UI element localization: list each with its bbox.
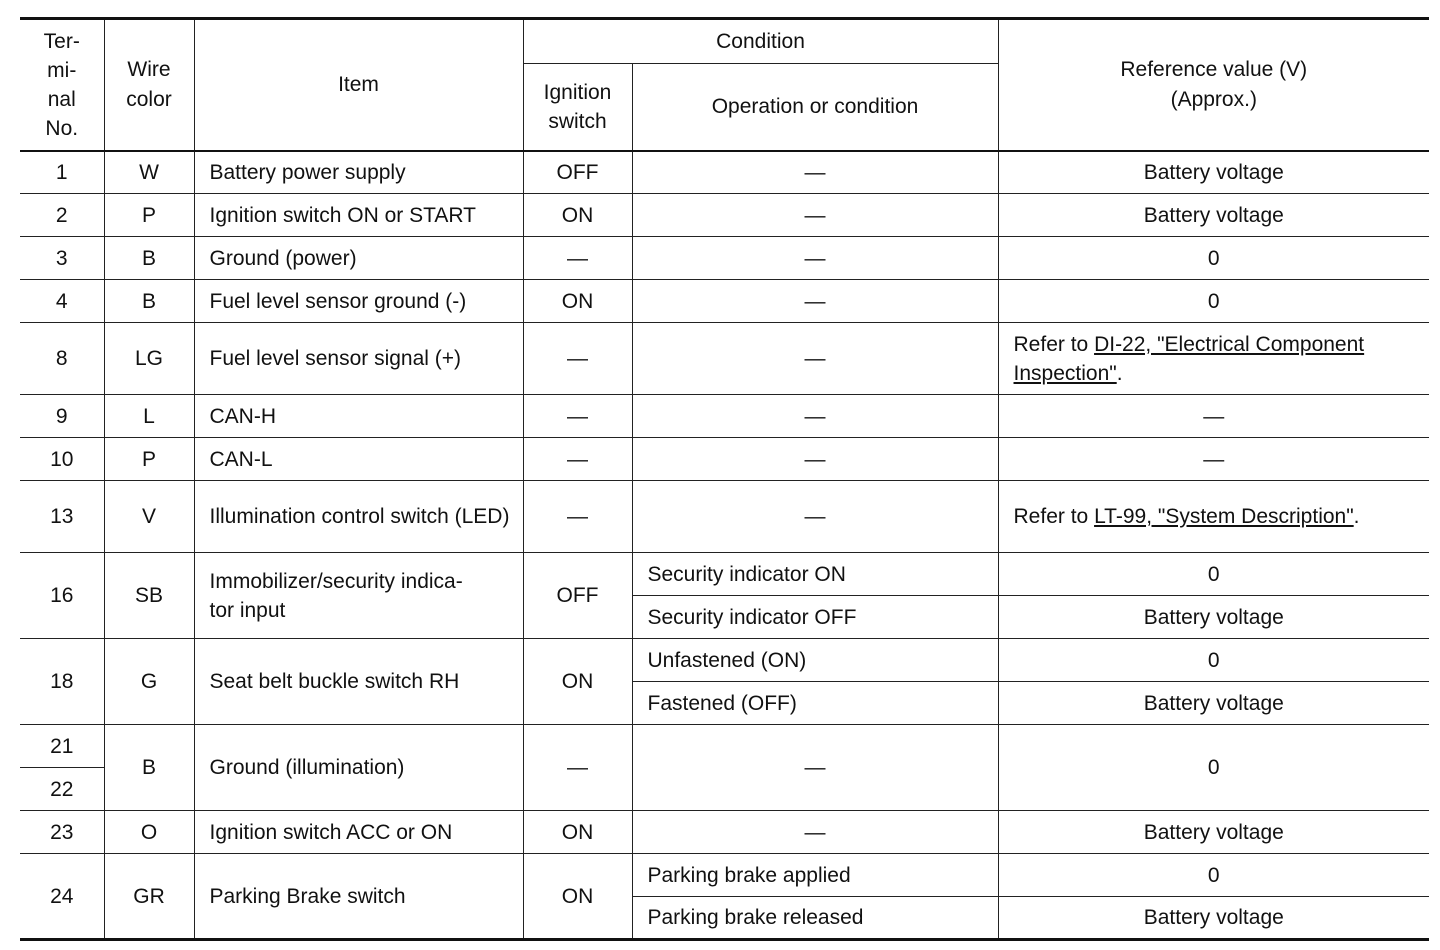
cell-operation — [632, 682, 998, 725]
cell-item-text: Immobilizer/security indica- tor input — [209, 569, 463, 622]
reference-text: 0 — [1207, 756, 1220, 779]
cell-ignition-switch — [523, 194, 632, 237]
header-condition: Condition — [523, 19, 998, 64]
cell-operation-text: Security indicator ON — [647, 562, 846, 586]
cell-operation-text: — — [804, 246, 826, 270]
reference-text: 0 — [1207, 289, 1220, 313]
cell-item-text: Seat belt buckle switch RH — [209, 670, 460, 693]
cell-terminal — [20, 854, 104, 940]
cell-ignition-switch — [523, 553, 632, 639]
table-row — [20, 553, 1429, 596]
cell-wire-color — [104, 237, 194, 280]
cell-wire-color — [104, 481, 194, 553]
table-row — [20, 811, 1429, 854]
cell-item-text: Fuel level sensor ground (-) — [209, 289, 467, 313]
cell-item-text: Fuel level sensor signal (+) — [209, 347, 462, 370]
cell-reference-value — [998, 811, 1429, 854]
cell-ignition-switch — [523, 725, 632, 811]
cell-ignition-switch — [523, 639, 632, 725]
cell-operation — [632, 151, 998, 194]
cell-ignition-switch — [523, 151, 632, 194]
cell-reference-value — [998, 553, 1429, 596]
cell-wire-color — [104, 639, 194, 725]
table-row — [20, 438, 1429, 481]
reference-suffix: . — [1353, 505, 1360, 528]
cell-ignition-switch — [523, 438, 632, 481]
cell-item — [194, 395, 523, 438]
cell-reference-value — [998, 725, 1429, 811]
cell-operation-text: — — [804, 160, 826, 184]
cell-item — [194, 194, 523, 237]
cell-operation — [632, 438, 998, 481]
cell-reference-value-text: Battery voltage — [1143, 906, 1284, 929]
cell-wire-color-text: B — [141, 289, 156, 313]
cell-operation-text: Parking brake released — [647, 906, 864, 929]
reference-text: Battery voltage — [1143, 820, 1284, 844]
cell-wire-color — [104, 438, 194, 481]
cell-ignition-switch — [523, 481, 632, 553]
reference-text: — — [1203, 447, 1225, 471]
cell-ignition-switch-text: ON — [561, 670, 594, 693]
cell-item-text: CAN-H — [209, 404, 276, 428]
cell-terminal-text: 4 — [55, 289, 68, 313]
cell-operation — [632, 596, 998, 639]
cell-terminal-text: 16 — [50, 584, 74, 607]
cell-reference-value-text: 0 — [1207, 562, 1220, 586]
cell-wire-color — [104, 323, 194, 395]
cell-ignition-switch — [523, 854, 632, 940]
cell-operation-text: Unfastened (ON) — [647, 648, 807, 672]
cell-item-text: Illumination control switch (LED) — [209, 505, 510, 528]
cell-wire-color — [104, 280, 194, 323]
cell-ignition-switch-text: OFF — [556, 584, 599, 607]
cell-operation-text: — — [804, 347, 826, 370]
cell-reference-value — [998, 682, 1429, 725]
cell-wire-color-text: B — [141, 246, 156, 270]
cell-reference-value-text: Battery voltage — [1143, 605, 1284, 629]
reference-link[interactable]: DI-22, "Electrical Component Inspection" — [1013, 332, 1365, 385]
table-row — [20, 280, 1429, 323]
cell-terminal — [20, 194, 104, 237]
reference-text: Battery voltage — [1143, 160, 1284, 184]
cell-item — [194, 280, 523, 323]
table-row — [20, 639, 1429, 682]
cell-reference-value — [998, 897, 1429, 940]
cell-terminal — [20, 553, 104, 639]
cell-wire-color-text: B — [141, 756, 156, 779]
cell-wire-color — [104, 151, 194, 194]
reference-prefix: Refer to — [1013, 505, 1095, 528]
cell-operation-text: — — [804, 289, 826, 313]
table-row — [20, 194, 1429, 237]
cell-ignition-switch — [523, 811, 632, 854]
cell-item — [194, 237, 523, 280]
cell-ignition-switch-text: ON — [561, 820, 594, 844]
table-row — [20, 481, 1429, 553]
cell-reference-value — [998, 323, 1429, 395]
cell-terminal-text: 18 — [50, 670, 74, 693]
cell-ignition-switch — [523, 280, 632, 323]
cell-item — [194, 553, 523, 639]
cell-item-text: Ignition switch ACC or ON — [209, 820, 453, 844]
cell-operation — [632, 639, 998, 682]
cell-reference-value — [998, 237, 1429, 280]
cell-terminal-text: 23 — [50, 820, 74, 844]
cell-operation — [632, 553, 998, 596]
cell-ignition-switch-text: — — [567, 756, 588, 779]
cell-reference-value — [998, 854, 1429, 897]
header-operation-condition: Operation or condition — [632, 64, 998, 151]
cell-terminal-text: 8 — [55, 347, 68, 370]
table-row — [20, 854, 1429, 897]
table-row — [20, 151, 1429, 194]
header-ignition-switch: Ignition switch — [523, 64, 632, 151]
cell-terminal — [20, 280, 104, 323]
cell-operation-text: — — [804, 820, 826, 844]
cell-wire-color-text: LG — [134, 347, 163, 370]
cell-item — [194, 725, 523, 811]
cell-wire-color-text: G — [140, 670, 158, 693]
header-reference-value: Reference value (V) (Approx.) — [998, 19, 1429, 151]
cell-operation-text: — — [804, 404, 826, 428]
cell-terminal-text: 3 — [55, 246, 68, 270]
cell-reference-value-text: Battery voltage — [1143, 691, 1284, 715]
cell-terminal — [20, 438, 104, 481]
cell-ignition-switch — [523, 237, 632, 280]
cell-operation — [632, 237, 998, 280]
cell-ignition-switch — [523, 395, 632, 438]
cell-ignition-switch-text: — — [567, 404, 588, 428]
cell-reference-value — [998, 280, 1429, 323]
cell-wire-color-text: SB — [134, 584, 163, 607]
cell-ignition-switch-text: — — [567, 347, 588, 370]
table-row — [20, 323, 1429, 395]
cell-terminal — [20, 323, 104, 395]
cell-ignition-switch-text: ON — [561, 203, 594, 227]
cell-terminal — [20, 395, 104, 438]
cell-operation-text: — — [804, 756, 826, 779]
cell-terminal-text: 9 — [55, 404, 68, 428]
cell-operation-text: — — [804, 447, 826, 471]
cell-operation — [632, 725, 998, 811]
cell-terminal — [20, 811, 104, 854]
reference-prefix: Refer to — [1013, 332, 1095, 356]
reference-suffix: . — [1116, 361, 1123, 385]
cell-ignition-switch-text: — — [567, 505, 588, 528]
terminal-table-sheet — [20, 17, 1429, 941]
cell-ignition-switch-text: — — [567, 447, 588, 471]
cell-wire-color — [104, 725, 194, 811]
cell-operation — [632, 280, 998, 323]
cell-operation — [632, 897, 998, 940]
cell-reference-value — [998, 438, 1429, 481]
cell-wire-color — [104, 854, 194, 940]
cell-terminal-text: 10 — [50, 447, 74, 471]
cell-terminal — [20, 151, 104, 194]
table-body — [20, 151, 1429, 940]
cell-operation — [632, 395, 998, 438]
cell-terminal-text: 22 — [50, 777, 74, 801]
cell-operation — [632, 194, 998, 237]
cell-item — [194, 481, 523, 553]
reference-text: Battery voltage — [1143, 203, 1284, 227]
cell-wire-color-text: W — [139, 160, 159, 184]
table-row — [20, 725, 1429, 768]
cell-operation-text: — — [804, 203, 826, 227]
reference-link[interactable]: LT-99, "System Description" — [1094, 505, 1354, 528]
cell-wire-color-text: P — [141, 447, 156, 471]
cell-terminal-text: 24 — [50, 884, 74, 908]
cell-terminal-text: 13 — [50, 505, 74, 528]
cell-item-text: Battery power supply — [209, 160, 406, 184]
header-item: Item — [194, 19, 523, 151]
cell-item-text: Ground (power) — [209, 246, 357, 270]
cell-terminal-text: 2 — [55, 203, 68, 227]
cell-terminal-text: 1 — [55, 160, 68, 184]
cell-item — [194, 811, 523, 854]
cell-item — [194, 854, 523, 940]
cell-reference-value — [998, 481, 1429, 553]
cell-ignition-switch — [523, 323, 632, 395]
cell-item-text: Ground (illumination) — [209, 756, 405, 779]
cell-item-text: Ignition switch ON or START — [209, 203, 476, 227]
cell-reference-value — [998, 395, 1429, 438]
cell-wire-color — [104, 194, 194, 237]
cell-ignition-switch-text: ON — [561, 289, 594, 313]
reference-text: 0 — [1207, 246, 1220, 270]
cell-reference-value — [998, 596, 1429, 639]
cell-operation — [632, 854, 998, 897]
cell-item — [194, 639, 523, 725]
cell-terminal — [20, 768, 104, 811]
cell-operation-text: Security indicator OFF — [647, 605, 857, 629]
cell-ignition-switch-text: — — [567, 246, 588, 270]
cell-ignition-switch-text: OFF — [556, 160, 599, 184]
cell-terminal — [20, 725, 104, 768]
cell-operation-text: Fastened (OFF) — [647, 691, 797, 715]
cell-wire-color — [104, 811, 194, 854]
cell-reference-value — [998, 194, 1429, 237]
cell-item-text: Parking Brake switch — [209, 884, 406, 908]
cell-item — [194, 323, 523, 395]
cell-wire-color-text: GR — [133, 884, 165, 908]
cell-terminal — [20, 237, 104, 280]
cell-wire-color-text: P — [141, 203, 156, 227]
cell-reference-value-text: 0 — [1207, 648, 1220, 672]
cell-operation — [632, 811, 998, 854]
cell-ignition-switch-text: ON — [561, 884, 594, 908]
cell-wire-color — [104, 553, 194, 639]
cell-terminal-text: 21 — [50, 734, 74, 758]
cell-reference-value — [998, 151, 1429, 194]
reference-text: — — [1203, 404, 1225, 428]
cell-terminal — [20, 481, 104, 553]
cell-wire-color-text: L — [143, 404, 155, 428]
cell-item-text: CAN-L — [209, 447, 273, 471]
cell-wire-color-text: V — [141, 505, 156, 528]
cell-item — [194, 151, 523, 194]
cell-operation — [632, 323, 998, 395]
header-wire-color: Wire color — [104, 19, 194, 151]
terminal-reference-table — [20, 17, 1429, 941]
table-row — [20, 395, 1429, 438]
cell-wire-color — [104, 395, 194, 438]
cell-operation-text: — — [804, 505, 826, 528]
cell-operation-text: Parking brake applied — [647, 863, 851, 887]
cell-reference-value-text: 0 — [1207, 863, 1220, 887]
cell-wire-color-text: O — [140, 820, 158, 844]
header-terminal: Ter- mi- nal No. — [20, 19, 104, 151]
cell-reference-value — [998, 639, 1429, 682]
table-row — [20, 237, 1429, 280]
cell-operation — [632, 481, 998, 553]
cell-item — [194, 438, 523, 481]
cell-terminal — [20, 639, 104, 725]
